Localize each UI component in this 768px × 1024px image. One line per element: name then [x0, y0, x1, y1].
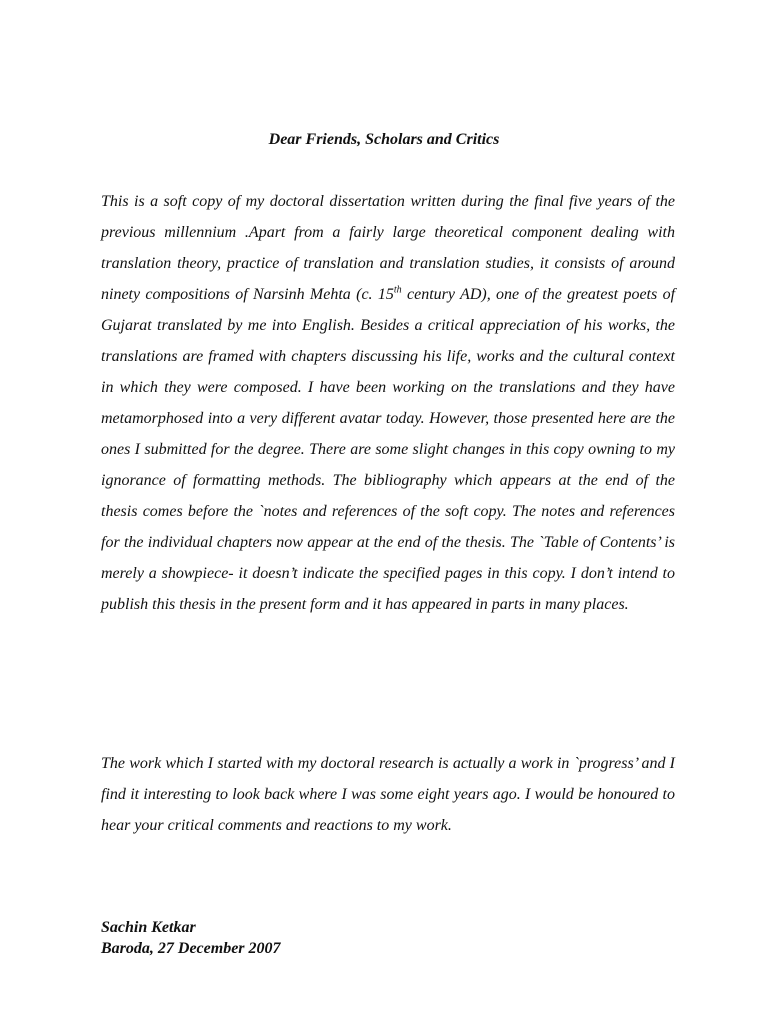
- superscript-th: th: [393, 284, 402, 296]
- paragraph-1-text-a: This is a soft copy of my doctoral dissertation written during the final five years of the previous millennium .Apart from a fairly large theoretical component dealing with translation theory, practice of translation and translation studies, it consists of around ninety compositions of Narsinh Mehta (c. 15: [101, 193, 675, 303]
- paragraph-1-text-b: century AD), one of the greatest poets of Gujarat translated by me into English. Besides a critical appreciation of his works, the translations are framed with chapters discussing his life, works and the cultural context in which they were composed. I have been working on the translations and they have metamorphosed into a very different avatar today. However, those presented here are the ones I submitted for the degree. There are some slight changes in this copy owning to my ignorance of formatting methods. The bibliography which appears at the end of the thesis comes before the `notes and references of the soft copy. The notes and references for the individual chapters now appear at the end of the thesis. The `Table of Contents’ is merely a showpiece- it doesn’t indicate the specified pages in this copy. I don’t intend to publish this thesis in the present form and it has appeared in parts in many places.: [101, 286, 676, 613]
- body-paragraph-2: The work which I started with my doctoral research is actually a work in `progress’ and I find it interesting to look back where I was some eight years ago. I would be honoured to hear your critical comments and reactions to my work.: [101, 755, 675, 834]
- letter-salutation-title: Dear Friends, Scholars and Critics: [268, 131, 500, 148]
- signature-place-date: Baroda, 27 December 2007: [101, 940, 281, 957]
- body-paragraph-1: [101, 186, 675, 620]
- signature-name: Sachin Ketkar: [101, 919, 196, 936]
- signature-block: [101, 917, 675, 959]
